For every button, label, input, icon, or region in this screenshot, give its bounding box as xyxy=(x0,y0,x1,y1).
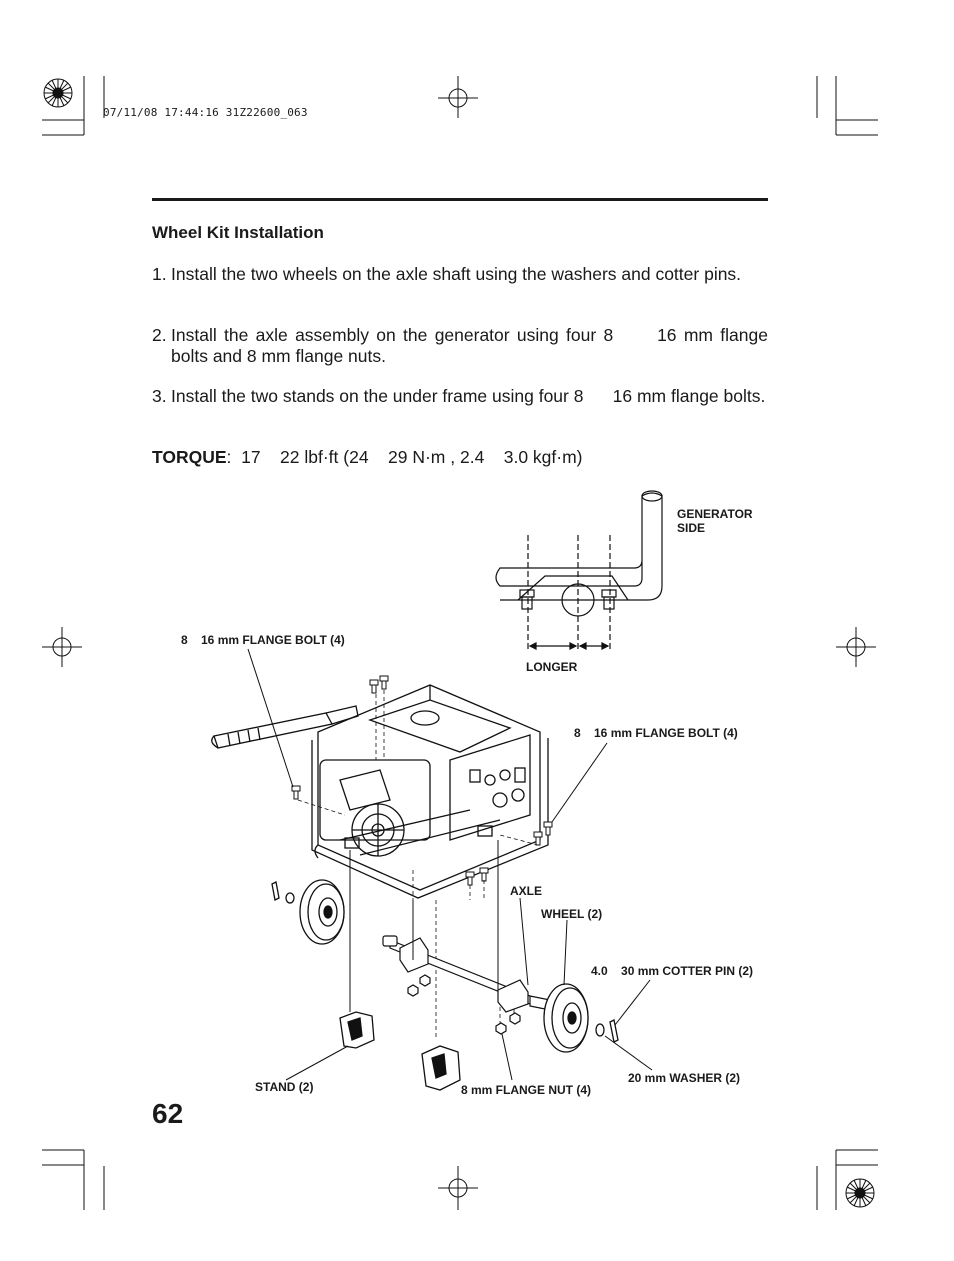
crop-mark-top-right xyxy=(817,76,878,135)
callout-stand: STAND (2) xyxy=(255,1080,314,1094)
torque-label: TORQUE xyxy=(152,447,227,467)
step-3 xyxy=(152,386,768,407)
crosshair-bottom xyxy=(438,1166,478,1210)
step-text: Install the two stands on the under frame using four 8 16 mm flange bolts. xyxy=(171,386,766,406)
callout-flange-nut: 8 mm FLANGE NUT (4) xyxy=(461,1083,592,1097)
header-rule xyxy=(152,198,768,201)
callout-axle: AXLE xyxy=(510,884,543,898)
callout-washer: 20 mm WASHER (2) xyxy=(628,1071,741,1085)
torque-value: : 17 22 lbf·ft (24 29 N·m , 2.4 3.0 kgf·m) xyxy=(226,447,583,467)
registration-mark-bottom-right xyxy=(817,1150,878,1210)
bracket-detail-inset xyxy=(496,491,662,650)
torque-spec xyxy=(152,447,583,468)
step-number: 2. xyxy=(152,325,167,345)
callout-cotter-pin: 4.0 30 mm COTTER PIN (2) xyxy=(591,964,754,978)
crosshair-left xyxy=(42,627,82,667)
step-number: 3. xyxy=(152,386,167,406)
wheel-right xyxy=(544,984,618,1052)
step-text: Install the axle assembly on the generator using four 8 16 mm flange bolts and 8 mm flange nuts. xyxy=(171,325,773,366)
crosshair-top xyxy=(438,76,478,118)
step-1 xyxy=(152,264,768,285)
callout-flange-bolt-left: 8 16 mm FLANGE BOLT (4) xyxy=(181,633,345,647)
leader-lines xyxy=(248,649,652,1080)
step-number: 1. xyxy=(152,264,167,284)
callout-flange-bolt-right: 8 16 mm FLANGE BOLT (4) xyxy=(574,726,738,740)
crop-mark-bottom-left xyxy=(42,1150,104,1210)
section-title: Wheel Kit Installation xyxy=(152,223,324,242)
registration-mark-top-left xyxy=(42,76,104,135)
step-text: Install the two wheels on the axle shaft using the washers and cotter pins. xyxy=(171,264,742,284)
wheel-left xyxy=(272,880,344,944)
guide-lines xyxy=(350,840,498,1012)
stand-left xyxy=(340,1012,374,1048)
step-2 xyxy=(152,325,773,367)
callout-generator-side: GENERATOR SIDE xyxy=(677,507,753,535)
print-stamp: 07/11/08 17:44:16 31Z22600_063 xyxy=(103,106,308,119)
callout-longer: LONGER xyxy=(526,660,578,674)
flange-bolts xyxy=(292,676,552,885)
stand-right xyxy=(422,1046,460,1090)
crosshair-right xyxy=(836,627,876,667)
callout-wheel: WHEEL (2) xyxy=(541,907,603,921)
page-number: 62 xyxy=(152,1098,184,1129)
